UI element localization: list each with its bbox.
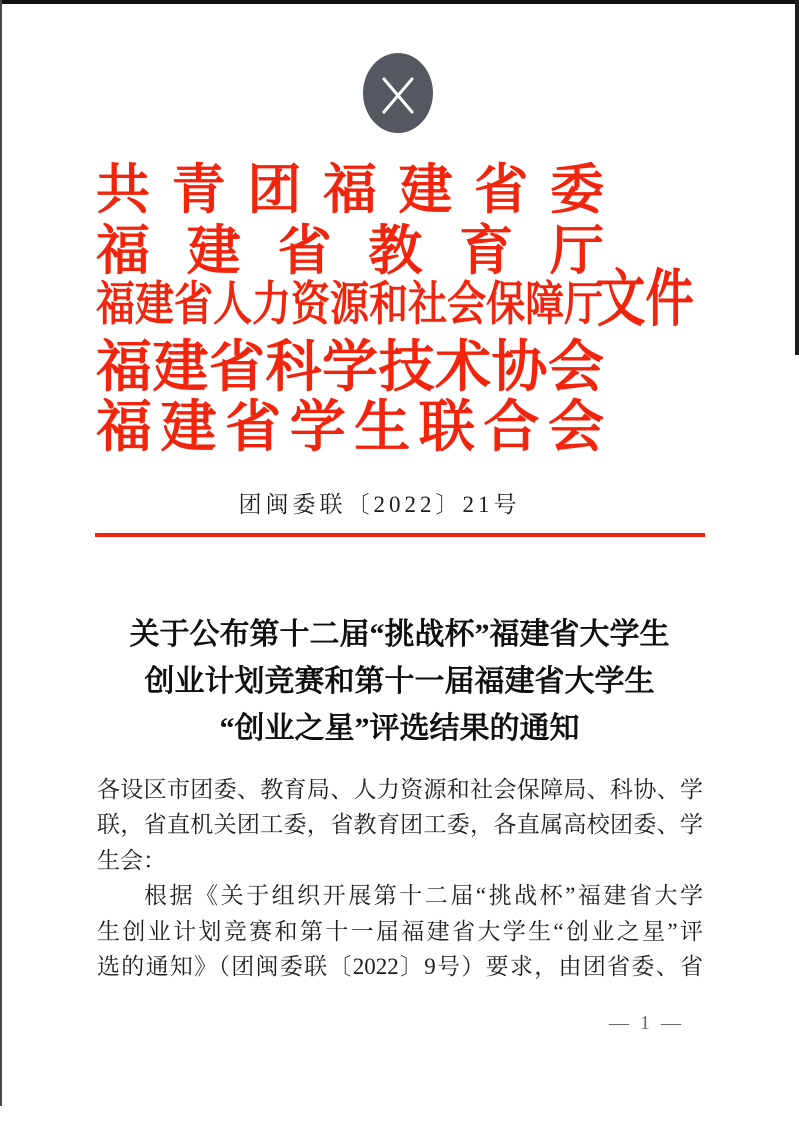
title-line: 创业计划竞赛和第十一届福建省大学生 [144,665,655,698]
letterhead [96,156,604,459]
body-line: 生会： [97,847,166,873]
letterhead-char: 教 [368,220,423,281]
letterhead-char: 合 [483,397,540,459]
letterhead-char: 省 [225,397,282,459]
right-edge-bar [795,0,799,355]
letterhead-char: 省 [209,337,265,399]
doc-body [97,772,703,984]
letterhead-char: 团 [247,160,302,220]
letterhead-char: 联 [418,397,475,459]
body-paragraph [97,878,703,984]
broken-image-placeholder[interactable] [363,53,433,133]
letterhead-char: 会 [548,337,604,399]
letterhead-char: 厅 [549,220,604,281]
title-line: 关于公布第十二届“挑战杯”福建省大学生 [129,618,670,651]
letterhead-char: 福 [96,337,152,399]
letterhead-char: 学 [322,337,378,399]
body-line: 选的通知》（团闽委联〔2022〕9号）要求，由团省委、省 [97,953,703,979]
body-line: 联，省直机关团工委，省教育团工委，各直属高校团委、学 [97,812,703,838]
red-divider-line [95,533,705,537]
title-line: “创业之星”评选结果的通知 [219,712,580,745]
top-edge-bar [0,0,799,4]
doc-title [0,611,799,752]
doc-type-label: 文件 [597,266,694,334]
body-line: 各设区市团委、教育局、人力资源和社会保障局、科协、学 [97,777,703,802]
page-number: — 1 — [609,1012,684,1034]
letterhead-char: 建 [186,220,241,281]
letterhead-char: 福 [96,397,152,459]
letterhead-char: 学 [289,397,346,459]
letterhead-org-line: 福建省人力资源和社会保障厅 [96,279,604,331]
body-paragraph [97,772,703,878]
letterhead-char: 会 [547,397,604,459]
left-edge-bar [0,0,2,1106]
letterhead-org-line [96,215,604,281]
letterhead-char: 福 [96,220,150,281]
letterhead-char: 协 [491,337,548,399]
letterhead-char: 委 [549,160,604,220]
body-line: 生创业计划竞赛和第十一届福建省大学生“创业之星”评 [97,918,703,944]
letterhead-char: 建 [160,397,217,459]
letterhead-char: 青 [171,160,226,220]
body-line: 根据《关于组织开展第十二届“挑战杯”福建省大学 [144,883,703,909]
letterhead-char: 建 [152,337,209,399]
doc-number: 团闽委联〔2022〕21号 [238,492,521,517]
letterhead-char: 术 [435,337,491,399]
letterhead-char: 生 [354,397,411,459]
letterhead-char: 省 [474,160,529,220]
letterhead-char: 建 [398,160,453,220]
letterhead-char: 共 [96,160,150,220]
letterhead-char: 福 [322,160,377,220]
letterhead-char: 省 [277,220,332,281]
letterhead-org-line [96,156,604,220]
letterhead-char: 育 [459,220,514,281]
letterhead-char: 技 [378,337,435,399]
circle-x-icon [363,53,433,133]
letterhead-char: 科 [265,337,322,399]
